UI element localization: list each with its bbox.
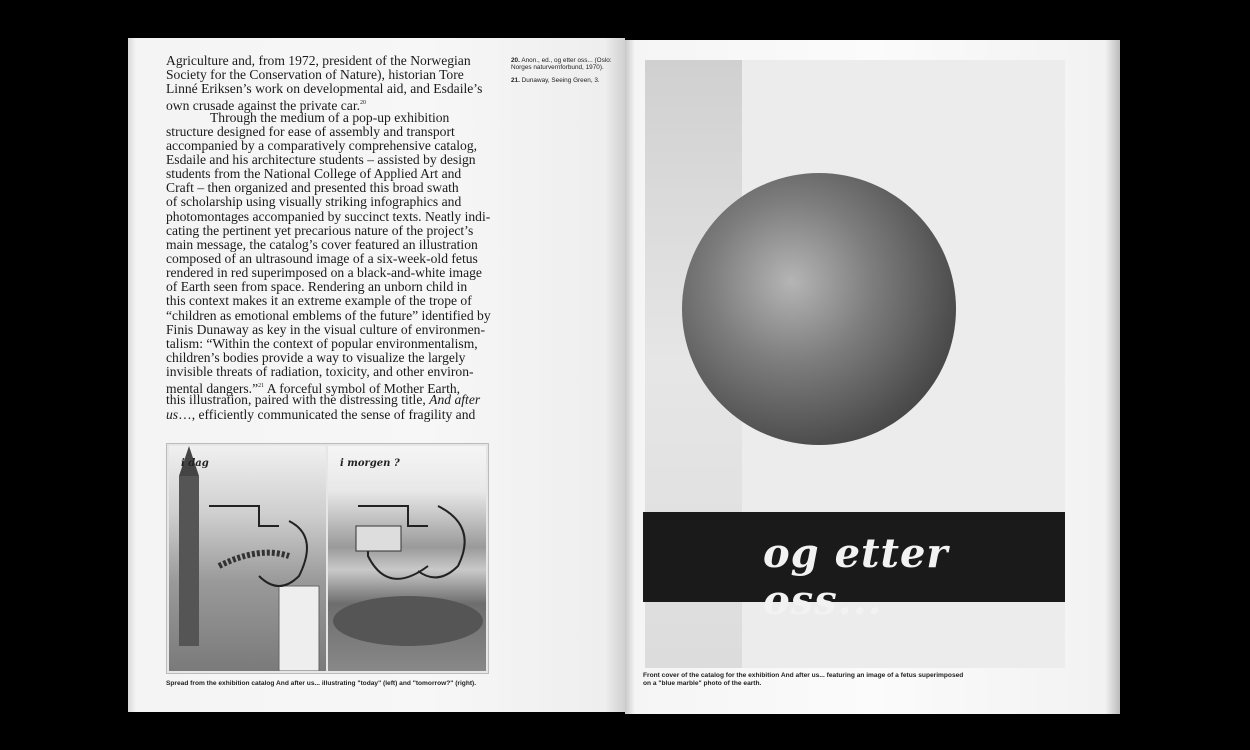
text-segment: Through the medium of a pop-up exhibition <box>210 109 450 125</box>
text-segment: of scholarship using visually striking infographics and <box>166 194 462 210</box>
catalog-cover-image <box>645 60 1065 668</box>
caption-line: on a "blue marble" photo of the earth. <box>643 679 762 687</box>
left-figure-caption: Spread from the exhibition catalog And after us... illustrating "today" (left) and "tomorrow?" (right). <box>166 680 477 687</box>
body-text-line <box>166 139 491 153</box>
body-text-line <box>166 54 491 68</box>
today-panel-image <box>169 446 326 671</box>
text-segment: structure designed for ease of assembly and transport <box>166 123 455 139</box>
text-segment: us <box>166 406 179 422</box>
text-segment: invisible threats of radiation, toxicity, and other environ- <box>166 364 474 380</box>
text-segment: A forceful symbol of Mother Earth, <box>264 381 461 397</box>
text-segment: main message, the catalog’s cover featured an illustration <box>166 236 478 252</box>
body-text-line <box>166 153 491 167</box>
body-text-line <box>166 96 491 114</box>
catalog-spread-figure <box>166 443 489 674</box>
body-text-line <box>166 266 491 280</box>
body-text-line <box>166 379 491 397</box>
body-text-line <box>166 68 491 82</box>
text-segment: children’s bodies provide a way to visualize the largely <box>166 349 466 365</box>
body-text-line <box>166 238 491 252</box>
body-text-line <box>166 224 491 238</box>
text-segment: Craft – then organized and presented this broad swath <box>166 180 459 196</box>
footnote-21: 21. Dunaway, Seeing Green, 3. <box>511 76 600 84</box>
text-segment: “children as emotional emblems of the future” identified by <box>166 307 491 323</box>
text-segment: Society for the Conservation of Nature), historian Tore <box>166 67 464 83</box>
text-segment: of Earth seen from space. Rendering an unborn child in <box>166 279 468 295</box>
body-text-line <box>166 294 491 308</box>
body-text-line <box>166 111 491 125</box>
text-segment: Agriculture and, from 1972, president of the Norwegian <box>166 53 471 68</box>
footnotes <box>511 57 621 89</box>
body-text-line <box>166 280 491 294</box>
text-segment: Linné Eriksen’s work on developmental aid, and Esdaile’s <box>166 81 483 97</box>
text-segment: students from the National College of Applied Art and <box>166 166 462 182</box>
body-text-line <box>166 393 491 407</box>
body-text-line <box>166 337 491 351</box>
cover-title: og etter oss... <box>763 530 949 624</box>
text-segment: And after <box>429 392 481 408</box>
body-text-line <box>166 252 491 266</box>
body-text-line <box>166 323 491 337</box>
text-segment: …, efficiently communicated the sense of fragility and <box>178 406 476 422</box>
tomorrow-label: i morgen ? <box>340 458 400 469</box>
body-text-line <box>166 181 491 195</box>
cover-title-banner <box>643 512 1065 624</box>
text-segment: photomontages accompanied by succinct texts. Neatly indi- <box>166 208 491 224</box>
tomorrow-panel-image <box>328 446 486 671</box>
body-text-line <box>166 82 491 96</box>
footnote-reference: 20 <box>360 100 367 107</box>
text-segment: accompanied by a comparatively comprehensive catalog, <box>166 137 478 153</box>
today-diagram <box>169 446 326 671</box>
text-segment: this illustration, paired with the distressing title, <box>166 392 430 408</box>
body-text-line <box>166 167 491 181</box>
body-text-line <box>166 309 491 323</box>
text-segment: this context makes it an extreme example of the trope of <box>166 293 472 309</box>
caption-line: Front cover of the catalog for the exhibition And after us... featuring an image of a fetus superimposed <box>643 672 964 679</box>
today-label: i dag <box>181 458 209 469</box>
footnote-20: 20. Anon., ed., og etter oss... (Oslo: Norges naturvernforbund, 1970). <box>511 57 612 72</box>
body-text <box>166 54 491 422</box>
text-segment: cating the pertinent yet precarious nature of the project’s <box>166 222 474 238</box>
text-segment: rendered in red superimposed on a black-and-white image <box>166 265 482 281</box>
text-segment: Finis Dunaway as key in the visual culture of environmen- <box>166 321 486 337</box>
body-text-line <box>166 195 491 209</box>
body-text-line <box>166 210 491 224</box>
body-text-line <box>166 408 491 422</box>
body-text-line <box>166 351 491 365</box>
text-segment: talism: “Within the context of popular environmentalism, <box>166 335 478 351</box>
right-figure-caption <box>643 672 963 687</box>
tomorrow-diagram <box>328 446 486 671</box>
text-segment: composed of an ultrasound image of a six-week-old fetus <box>166 250 478 266</box>
text-segment: own crusade against the private car. <box>166 98 361 114</box>
text-segment: Esdaile and his architecture students – assisted by design <box>166 151 476 167</box>
body-text-line <box>166 365 491 379</box>
body-text-line <box>166 125 491 139</box>
earth-globe-image <box>682 173 956 445</box>
text-segment: mental dangers.” <box>166 381 259 397</box>
footnote-reference: 21 <box>258 383 265 390</box>
